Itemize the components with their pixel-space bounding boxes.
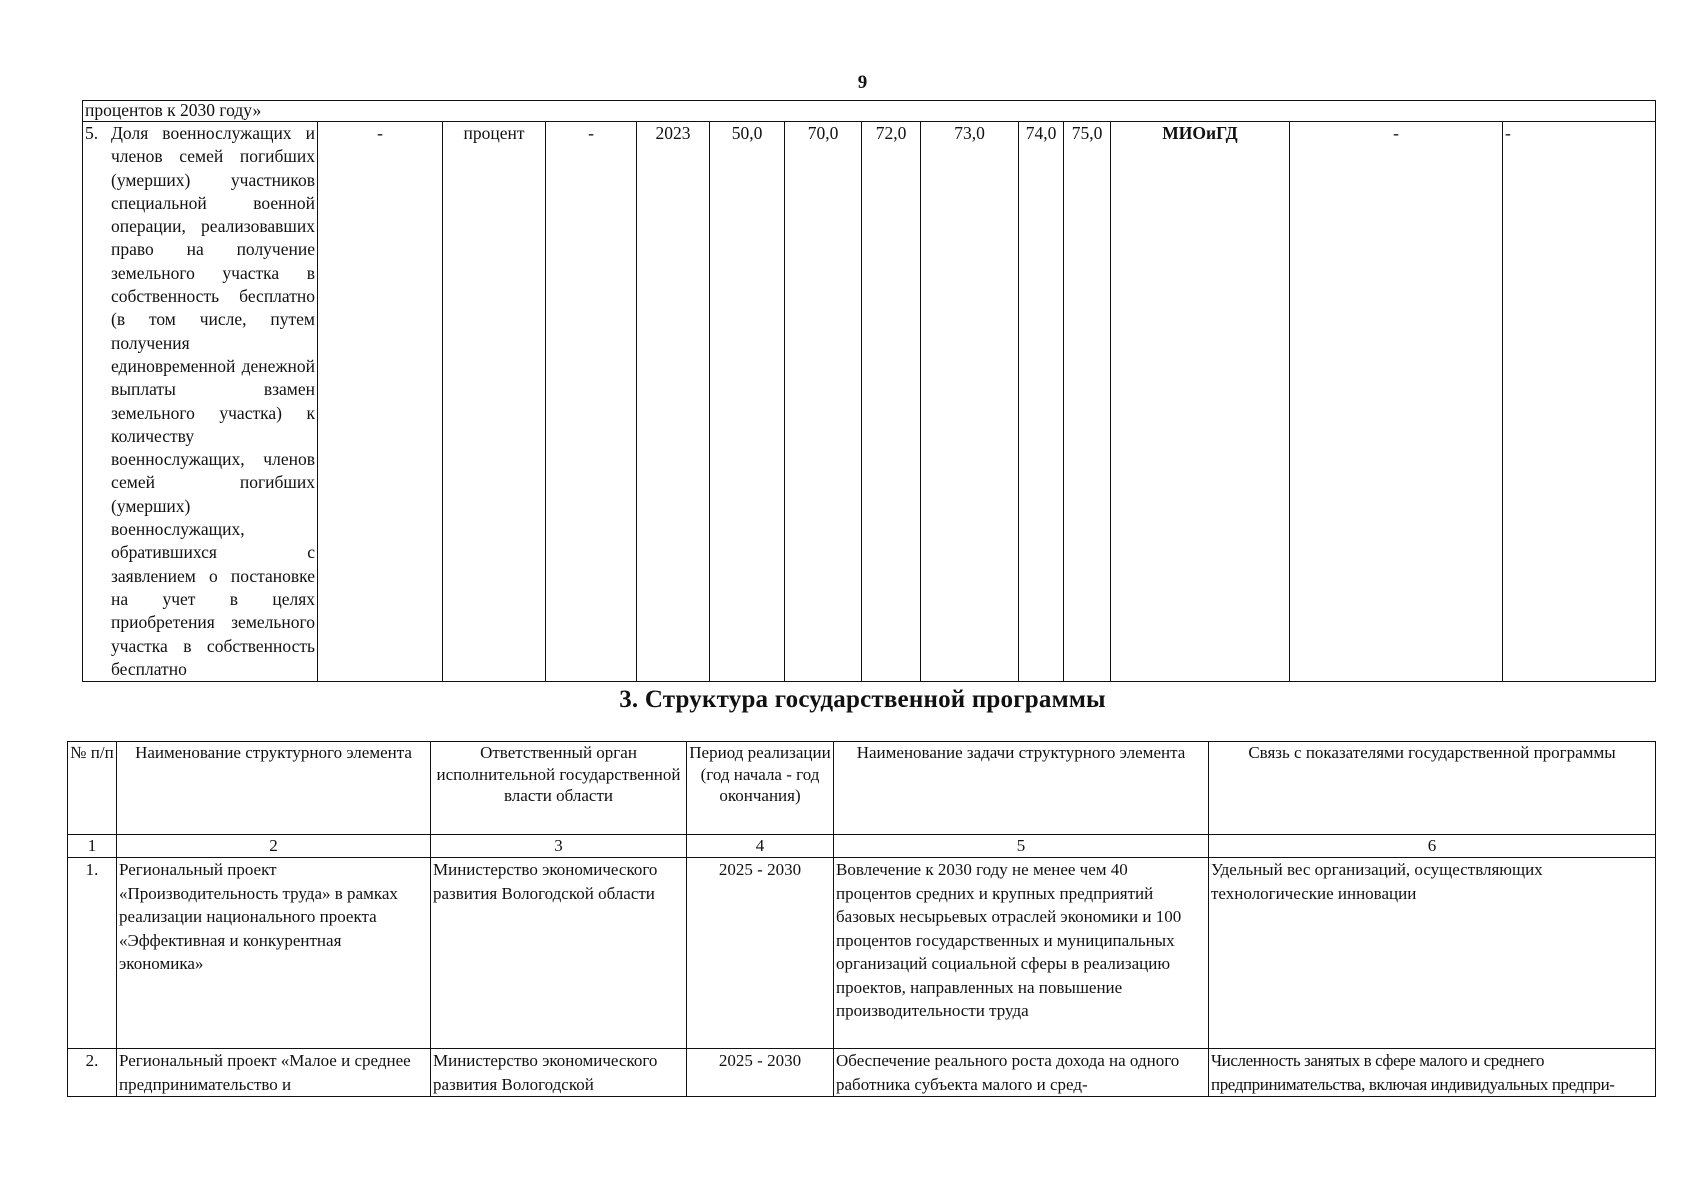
column-number: 2 <box>117 835 431 858</box>
implementation-period: 2025 - 2030 <box>687 1049 834 1097</box>
column-number: 5 <box>834 835 1209 858</box>
structural-element: Региональный проект «Производительность труда» в рамках реализации национального проекта «Эффективная и конкурентная экономика» <box>117 858 431 1049</box>
table-row <box>68 858 1656 1049</box>
column-number: 6 <box>1209 835 1656 858</box>
implementation-period: 2025 - 2030 <box>687 858 834 1049</box>
element-task: Обеспечение реального роста дохода на одного работника субъекта малого и сред- <box>834 1049 1209 1097</box>
column-number-row <box>68 835 1656 858</box>
continuation-cell: процентов к 2030 году» <box>83 101 1656 122</box>
indicator-base-year: 2023 <box>637 122 710 682</box>
responsible-body: Министерство экономического развития Вологодской области <box>431 858 687 1049</box>
header-indicator-link: Связь с показателями государственной программы <box>1209 742 1656 835</box>
table-row <box>68 1049 1656 1097</box>
page-number: 9 <box>857 72 868 93</box>
indicator-unit: процент <box>443 122 546 682</box>
responsible-body: Министерство экономического развития Вологодской <box>431 1049 687 1097</box>
program-structure-table <box>67 741 1656 1097</box>
indicator-number: 5. <box>85 123 99 143</box>
indicator-value-2028: 74,0 <box>1019 122 1064 682</box>
indicator-value-2026: 72,0 <box>862 122 921 682</box>
column-number: 3 <box>431 835 687 858</box>
indicator-name: Доля военнослужащих и членов семей погибших (умерших) участников специальной военной операции, реализовавших право на получение земельного участка в собственность бесплатно (в том числе, путем получения единовременной денежной выплаты взамен земельного участка) к количеству военнослужащих, членов семей погибших (умерших) военнослужащих, обратившихся с заявлением о постановке на учет в целях приобретения земельного участка в собственность бесплатно <box>111 123 315 679</box>
table-header-row <box>68 742 1656 835</box>
indicators-table-continuation <box>82 100 1656 682</box>
indicator-base-value: 50,0 <box>710 122 785 682</box>
row-number: 1. <box>68 858 117 1049</box>
indicator-responsible: МИОиГД <box>1111 122 1290 682</box>
header-task-name: Наименование задачи структурного элемента <box>834 742 1209 835</box>
header-period: Период реализации (год начала - год окончания) <box>687 742 834 835</box>
header-number: № п/п <box>68 742 117 835</box>
structural-element: Региональный проект «Малое и среднее предпринимательство и <box>117 1049 431 1097</box>
header-element-name: Наименование структурного элемента <box>117 742 431 835</box>
element-task: Вовлечение к 2030 году не менее чем 40 процентов средних и крупных предприятий базовых несырьевых отраслей экономики и 100 процентов государственных и муниципальных организаций социальной сферы в реализацию проектов, направленных на повышение производительности труда <box>834 858 1209 1049</box>
indicator-col4: - <box>546 122 637 682</box>
indicator-value-2029: 75,0 <box>1064 122 1111 682</box>
indicator-link: Численность занятых в сфере малого и среднего предпринимательства, включая индивидуальных предпри- <box>1209 1049 1656 1097</box>
column-number: 4 <box>687 835 834 858</box>
row-number: 2. <box>68 1049 117 1097</box>
table-row <box>83 122 1656 682</box>
indicator-col2: - <box>318 122 443 682</box>
indicator-col14: - <box>1290 122 1503 682</box>
indicator-col15: - <box>1503 122 1656 682</box>
indicator-value-2027: 73,0 <box>921 122 1019 682</box>
header-responsible-body: Ответственный орган исполнительной государственной власти области <box>431 742 687 835</box>
column-number: 1 <box>68 835 117 858</box>
indicator-value-2025: 70,0 <box>785 122 862 682</box>
indicator-name-cell <box>83 122 318 682</box>
section-title: 3. Структура государственной программы <box>619 686 1106 713</box>
indicator-link: Удельный вес организаций, осуществляющих технологические инновации <box>1209 858 1656 1049</box>
